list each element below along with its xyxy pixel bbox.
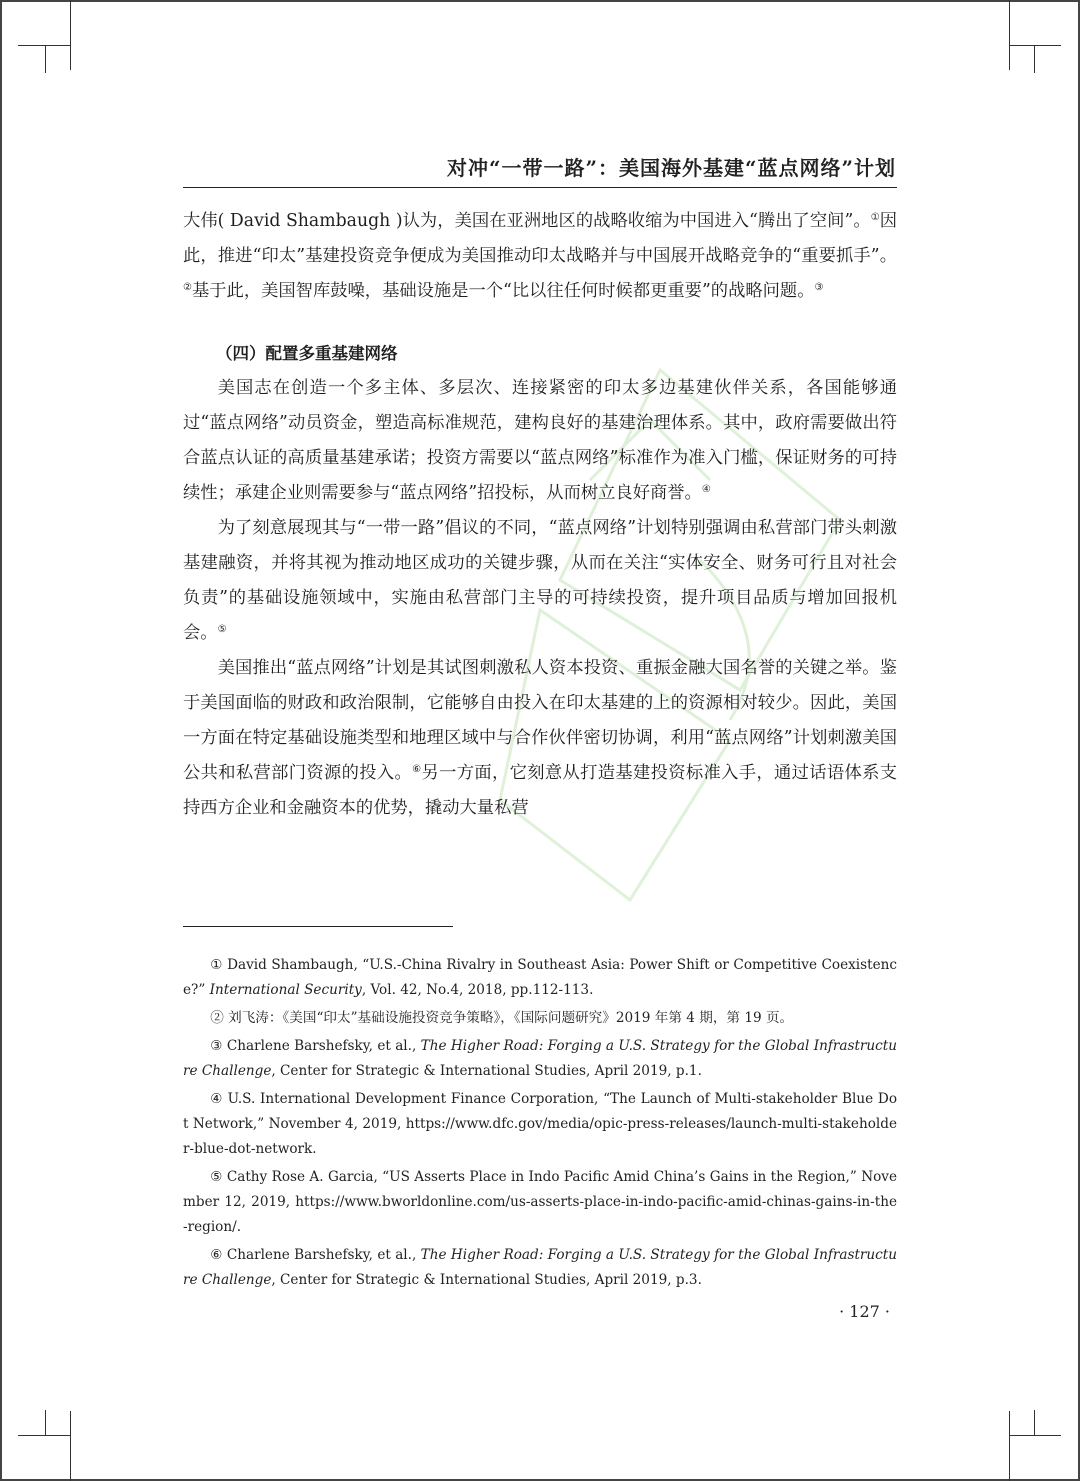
crop-mark-bottom-left	[70, 1411, 71, 1481]
footnote-title: The Higher Road: Forging a U.S. Strategy for the Global Infrastructure Challenge	[183, 1038, 897, 1079]
footnote-ref[interactable]: ⑥	[412, 764, 422, 775]
crop-mark-top-left	[18, 45, 70, 46]
text-segment: 美国志在创造一个多主体、多层次、连接紧密的印太多边基建伙伴关系，各国能够通过“蓝点网络”动员资金，塑造高标准规范，建构良好的基建治理体系。其中，政府需要做出符合蓝点认证的高质量基建承诺；投资方需要以“蓝点网络”标准作为准入门槛，保证财务的可持续性；承建企业则需要参与“蓝点网络”招投标，从而树立良好商誉。	[183, 378, 897, 503]
text-segment: 因此，推进“印太”基建投资竞争便成为美国推动印太战略并与中国展开战略竞争的“重要抓手”。	[183, 211, 897, 266]
footnote-ref[interactable]: ⑤	[217, 624, 227, 635]
footnote-mark: ⑥	[210, 1247, 223, 1263]
crop-mark-bottom-left	[45, 1410, 46, 1436]
text-segment: 美国推出“蓝点网络”计划是其试图刺激私人资本投资、重振金融大国名誉的关键之举。鉴于美国面临的财政和政治限制，它能够自由投入在印太基建的上的资源相对较少。因此，美国一方面在特定基础设施类型和地理区域中与合作伙伴密切协调，利用“蓝点网络”计划刺激美国公共和私营部门资源的投入。	[183, 658, 897, 783]
footnote	[183, 1006, 897, 1031]
crop-mark-top-left	[70, 0, 71, 70]
footnote-text: David Shambaugh, “U.S.-China Rivalry in Southeast Asia: Power Shift or Competitive Coexistence?”	[183, 957, 898, 998]
footnote-text: , Center for Strategic & International Studies, April 2019, p.1.	[271, 1063, 702, 1079]
paragraph	[183, 371, 897, 511]
footnote	[183, 1087, 897, 1162]
running-title: 对冲“一带一路”：美国海外基建“蓝点网络”计划	[446, 156, 896, 180]
crop-mark-top-right	[1034, 45, 1035, 73]
page-number: · 127 ·	[839, 1302, 890, 1321]
footnote-mark: ①	[210, 957, 223, 973]
footnotes	[183, 953, 897, 1296]
header-rule	[183, 187, 897, 188]
footnote	[183, 1243, 897, 1293]
text-segment: 基于此，美国智库鼓噪，基础设施是一个“比以往任何时候都更重要”的战略问题。	[191, 281, 815, 301]
footnote-text: , Center for Strategic & International Studies, April 2019, p.3.	[271, 1272, 702, 1288]
footnote-ref[interactable]: ④	[701, 484, 711, 495]
footnote-title: International Security	[209, 982, 362, 998]
paragraph	[183, 511, 897, 651]
footnote-ref[interactable]: ①	[870, 212, 880, 223]
footnote	[183, 953, 897, 1003]
crop-mark-bottom-right	[1009, 1435, 1061, 1436]
footnote-ref[interactable]: ②	[183, 282, 192, 293]
footnote-mark: ③	[210, 1038, 223, 1054]
body-text	[183, 204, 897, 826]
footnote-text: 刘飞涛：《美国“印太”基础设施投资竞争策略》，《国际问题研究》2019 年第 4 期，第 19 页。	[228, 1010, 794, 1026]
crop-mark-top-right	[1009, 45, 1061, 46]
footnote-title: The Higher Road: Forging a U.S. Strategy for the Global Infrastructure Challenge	[183, 1247, 897, 1288]
footnote-text: Charlene Barshefsky, et al.,	[226, 1038, 421, 1054]
footnote	[183, 1165, 897, 1240]
crop-mark-bottom-left	[18, 1435, 70, 1436]
text-segment: 为了刻意展现其与“一带一路”倡议的不同，“蓝点网络”计划特别强调由私营部门带头刺激基建融资，并将其视为推动地区成功的关键步骤，从而在关注“实体安全、财务可行且对社会负责”的基础设施领域中，实施由私营部门主导的可持续投资，提升项目品质与增加回报机会。	[183, 518, 897, 643]
crop-mark-top-left	[45, 45, 46, 73]
footnote-mark: ⑤	[210, 1169, 223, 1185]
paragraph	[183, 204, 897, 309]
footnote-text: U.S. International Development Finance Corporation, “The Launch of Multi-stakeholder Blue Dot Network,” November 4, 2019, https://www.dfc.gov/media/opic-press-releases/launch-multi-stakeholder-blue-dot-network.	[183, 1091, 897, 1157]
footnote-text: Cathy Rose A. Garcia, “US Asserts Place in Indo Pacific Amid China’s Gains in the Region,” November 12, 2019, https://www.bworldonline.com/us-asserts-place-in-indo-pacific-amid-chinas-gains-in-the-region/.	[183, 1169, 897, 1235]
footnote-text: Charlene Barshefsky, et al.,	[226, 1247, 421, 1263]
crop-mark-bottom-right	[1009, 1411, 1010, 1481]
crop-mark-bottom-right	[1034, 1410, 1035, 1436]
paragraph	[183, 651, 897, 826]
crop-mark-top-right	[1009, 0, 1010, 70]
text-segment: 另一方面，它刻意从打造基建投资标准入手，通过话语体系支持西方企业和金融资本的优势，撬动大量私营	[183, 763, 897, 818]
section-heading: （四）配置多重基建网络	[216, 344, 398, 363]
footnote-text: , Vol. 42, No.4, 2018, pp.112-113.	[361, 982, 594, 998]
footnote-ref[interactable]: ③	[814, 282, 824, 293]
footnote-mark: ④	[210, 1091, 223, 1107]
footnote	[183, 1034, 897, 1084]
footnote-mark: ②	[210, 1010, 224, 1026]
text-segment: 大伟( David Shambaugh )认为，美国在亚洲地区的战略收缩为中国进入“腾出了空间”。	[183, 211, 871, 231]
footnote-rule	[183, 926, 453, 927]
